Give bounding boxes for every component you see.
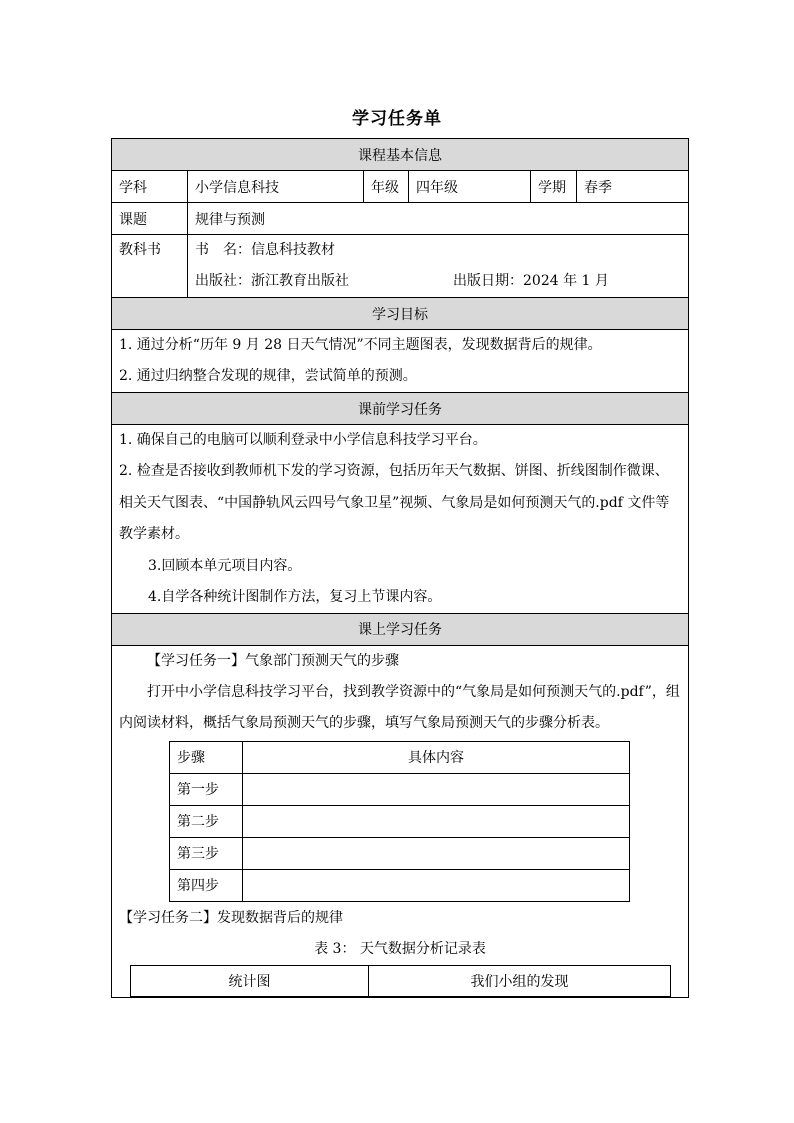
step-content-cell[interactable] bbox=[243, 773, 630, 805]
grade-label: 年级 bbox=[364, 171, 409, 203]
table-header-row bbox=[131, 965, 671, 996]
step-label: 第四步 bbox=[170, 869, 243, 901]
publisher-line bbox=[195, 266, 681, 297]
subject-row bbox=[112, 171, 689, 203]
step-content-cell[interactable] bbox=[243, 805, 630, 837]
goal-item: 2. 通过归纳整合发现的规律，尝试简单的预测。 bbox=[119, 368, 417, 384]
step-analysis-table bbox=[169, 741, 630, 902]
section-header-pre bbox=[112, 393, 689, 425]
section-class-title: 课上学习任务 bbox=[112, 613, 689, 645]
table-row bbox=[170, 773, 630, 805]
task-sheet-table bbox=[111, 138, 689, 998]
table-row bbox=[170, 869, 630, 901]
table-row bbox=[170, 837, 630, 869]
subject-label: 学科 bbox=[112, 171, 188, 203]
step-label: 第三步 bbox=[170, 837, 243, 869]
textbook-info-cell bbox=[188, 235, 689, 298]
goals-row bbox=[112, 330, 689, 393]
step-label: 第一步 bbox=[170, 773, 243, 805]
document-title: 学习任务单 bbox=[352, 109, 442, 129]
goals-cell bbox=[112, 330, 689, 393]
section-header-class bbox=[112, 613, 689, 645]
class-tasks-cell bbox=[112, 645, 689, 997]
term-value: 春季 bbox=[577, 171, 689, 203]
topic-label: 课题 bbox=[112, 203, 188, 235]
chart-col-header: 统计图 bbox=[131, 965, 369, 996]
goal-item: 1. 通过分析“历年 9 月 28 日天气情况”不同主题图表，发现数据背后的规律。 bbox=[119, 337, 602, 353]
step-label: 第二步 bbox=[170, 805, 243, 837]
textbook-label: 教科书 bbox=[119, 242, 161, 258]
content-col-header: 具体内容 bbox=[243, 741, 630, 773]
publisher: 出版社：浙江教育出版社 bbox=[195, 273, 349, 289]
task1-description: 打开中小学信息科技学习平台，找到教学资源中的“气象局是如何预测天气的.pdf”，组内阅读材料，概括气象局预测天气的步骤，填写气象局预测天气的步骤分析表。 bbox=[119, 683, 680, 731]
table-header-row bbox=[170, 741, 630, 773]
pre-task-item: 2. 检查是否接收到教师机下发的学习资源，包括历年天气数据、饼图、折线图制作微课、相关天气图表、“中国静轨风云四号气象卫星”视频、气象局是如何预测天气的.pdf 文件等教学素材。 bbox=[119, 463, 670, 542]
book-name: 书 名：信息科技教材 bbox=[195, 242, 335, 258]
task1-heading: 【学习任务一】气象部门预测天气的步骤 bbox=[147, 652, 399, 669]
section-header-goals bbox=[112, 298, 689, 330]
step-content-cell[interactable] bbox=[243, 869, 630, 901]
term-label: 学期 bbox=[531, 171, 577, 203]
textbook-row bbox=[112, 235, 689, 298]
class-tasks-row bbox=[112, 645, 689, 997]
publish-date: 出版日期：2024 年 1 月 bbox=[453, 273, 609, 289]
task2-heading: 【学习任务二】发现数据背后的规律 bbox=[119, 909, 343, 926]
pre-task-item: 3.回顾本单元项目内容。 bbox=[148, 557, 302, 574]
step-col-header: 步骤 bbox=[170, 741, 243, 773]
pre-task-item: 4.自学各种统计图制作方法，复习上节课内容。 bbox=[148, 588, 442, 605]
topic-row bbox=[112, 203, 689, 235]
section-basic-title: 课程基本信息 bbox=[112, 139, 689, 171]
section-pre-title: 课前学习任务 bbox=[112, 393, 689, 425]
subject-value: 小学信息科技 bbox=[188, 171, 364, 203]
section-header-basic bbox=[112, 139, 689, 171]
topic-value: 规律与预测 bbox=[188, 203, 689, 235]
table3-caption: 表 3： 天气数据分析记录表 bbox=[314, 940, 486, 957]
textbook-label-cell bbox=[112, 235, 188, 298]
step-content-cell[interactable] bbox=[243, 837, 630, 869]
grade-value: 四年级 bbox=[409, 171, 531, 203]
findings-col-header: 我们小组的发现 bbox=[369, 965, 671, 996]
weather-analysis-table bbox=[130, 965, 671, 997]
pre-tasks-cell bbox=[112, 425, 689, 614]
table-row bbox=[170, 805, 630, 837]
section-goals-title: 学习目标 bbox=[112, 298, 689, 330]
pre-task-item: 1. 确保自己的电脑可以顺利登录中小学信息科技学习平台。 bbox=[119, 432, 487, 448]
pre-tasks-row bbox=[112, 425, 689, 614]
